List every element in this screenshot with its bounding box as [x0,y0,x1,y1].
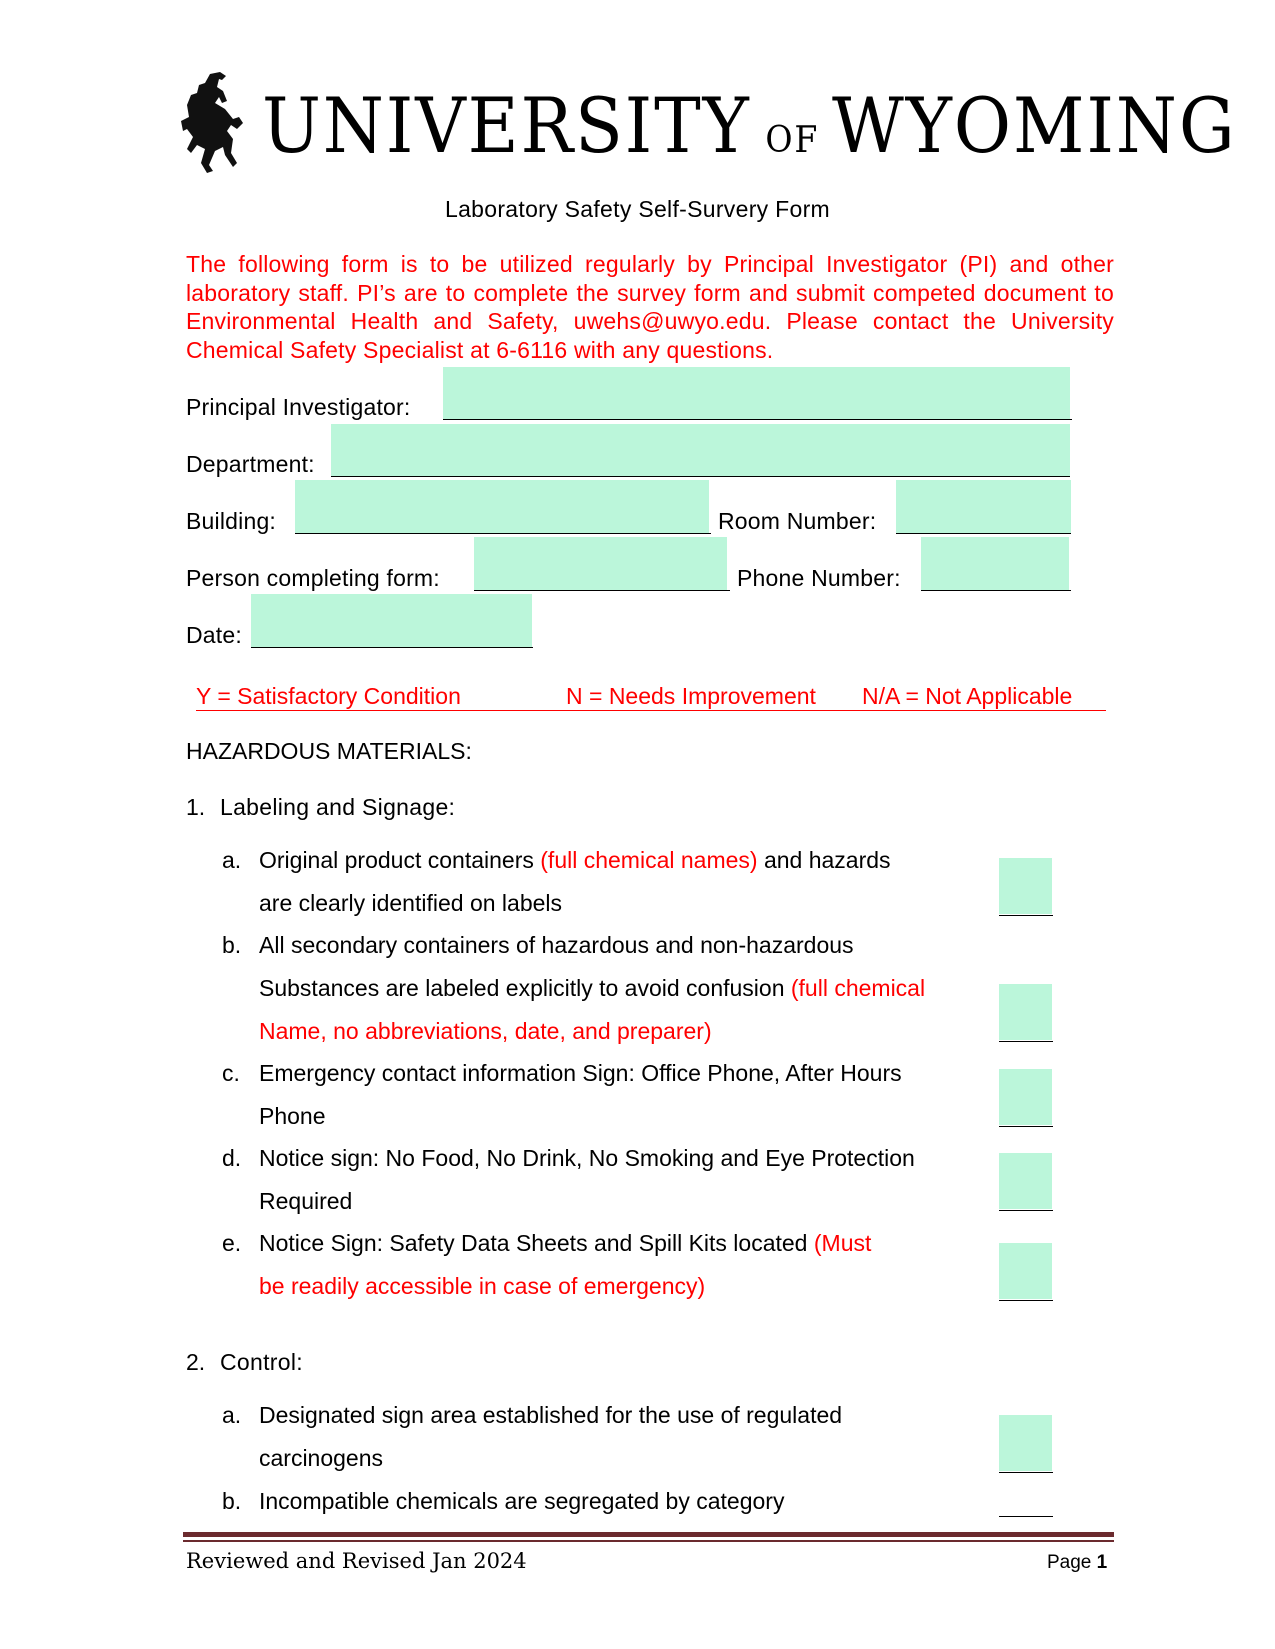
date-label: Date: [186,622,242,648]
item-1b-line1: All secondary containers of hazardous and non-hazardous [259,932,854,958]
phone-field[interactable] [921,537,1069,590]
form-title: Laboratory Safety Self-Survery Form [444,196,831,222]
item-1d-text [259,1137,979,1223]
item-2b-answer-line[interactable] [999,1516,1053,1517]
legend-na: N/A = Not Applicable [862,683,1073,709]
legend-y: Y = Satisfactory Condition [196,683,461,709]
department-underline [331,476,1070,477]
item-2a-answer-box[interactable] [999,1415,1052,1471]
item-1d-line2: Required [259,1188,353,1214]
item-2a-letter: a. [222,1402,242,1428]
item-1a-text [259,839,969,925]
pi-underline [443,419,1072,420]
building-underline [295,533,711,534]
logo-of-text: OF [765,120,820,161]
phone-underline [921,590,1071,591]
department-field[interactable] [331,424,1070,476]
item-1b-answer-line [999,1041,1053,1042]
item-1b-line2-red: (full chemical [790,975,926,1001]
department-label: Department: [186,451,315,477]
room-label: Room Number: [718,508,877,534]
item-1e-letter: e. [222,1230,242,1256]
pi-label: Principal Investigator: [186,394,411,420]
section-2-number: 2. [186,1349,206,1375]
bucking-horse-icon [178,70,248,190]
item-1e-answer-line [999,1300,1053,1301]
footer-rule-thin [183,1540,1114,1542]
item-2a-line1: Designated sign area established for the use of regulated [259,1402,843,1428]
item-1a-answer-box[interactable] [999,858,1052,914]
person-field[interactable] [474,537,727,590]
item-1a-line1b: and hazards [757,847,891,873]
item-1e-answer-box[interactable] [999,1243,1052,1299]
item-1e-line2-red: be readily accessible in case of emergency) [259,1273,706,1299]
item-1d-answer-line [999,1210,1053,1211]
item-1a-answer-line [999,915,1053,916]
room-underline [896,533,1071,534]
item-1e-line1a: Notice Sign: Safety Data Sheets and Spill Kits located [259,1230,814,1256]
item-1b-line3-red: Name, no abbreviations, date, and preparer) [259,1018,712,1044]
hazardous-materials-heading: HAZARDOUS MATERIALS: [186,738,472,764]
building-field[interactable] [295,480,709,533]
item-1d-answer-box[interactable] [999,1153,1052,1209]
person-label: Person completing form: [186,565,440,591]
legend-n: N = Needs Improvement [566,683,816,709]
item-2a-text [259,1394,979,1480]
item-1a-line1a: Original product containers [259,847,541,873]
item-1c-text [259,1052,979,1138]
item-1c-letter: c. [222,1060,240,1086]
item-1a-letter: a. [222,847,242,873]
section-1-number: 1. [186,794,206,820]
university-logo [178,70,1237,192]
item-1b-text [259,924,979,1053]
item-1d-letter: d. [222,1145,242,1171]
instructions-text: The following form is to be utilized regularly by Principal Investigator (PI) and other laboratory staff. PI’s are to complete the survey form and submit competed document to Environmental Health and Safety, uwehs@uwyo.edu. Please contact the University Chemical Safety Specialist at 6-6116 with any questions. [186,251,1114,363]
item-1c-line2: Phone [259,1103,326,1129]
footer-rule [183,1532,1114,1537]
item-1c-answer-line [999,1126,1053,1127]
item-1b-answer-box[interactable] [999,984,1052,1040]
item-1e-line1-red: (Must [813,1230,872,1256]
item-2b-text: Incompatible chemicals are segregated by category [259,1488,785,1514]
item-1a-line2: are clearly identified on labels [259,890,563,916]
footer-revised: Reviewed and Revised Jan 2024 [186,1549,527,1573]
item-1c-line1: Emergency contact information Sign: Office Phone, After Hours [259,1060,902,1086]
item-1e-text [259,1222,979,1308]
room-field[interactable] [896,480,1071,533]
date-field[interactable] [251,594,532,647]
item-1c-answer-box[interactable] [999,1069,1052,1125]
item-1b-letter: b. [222,932,242,958]
rating-legend [196,682,1106,711]
logo-wyoming-text: WYOMING [832,81,1237,170]
item-1d-line1: Notice sign: No Food, No Drink, No Smoking and Eye Protection [259,1145,915,1171]
pi-field[interactable] [443,367,1070,419]
section-1-title: Labeling and Signage: [220,794,456,820]
section-2-title: Control: [220,1349,303,1375]
page-label: Page [1047,1552,1097,1573]
logo-university-text: UNIVERSITY [262,81,751,170]
item-2a-line2: carcinogens [259,1445,384,1471]
page-number: 1 [1096,1552,1108,1573]
date-underline [251,647,533,648]
item-1a-line1-red: (full chemical names) [540,847,758,873]
item-2b-letter: b. [222,1488,242,1514]
item-2a-answer-line [999,1472,1053,1473]
building-label: Building: [186,508,277,534]
footer-page [1047,1552,1107,1574]
phone-label: Phone Number: [737,565,901,591]
item-1b-line2a: Substances are labeled explicitly to avoid confusion [259,975,791,1001]
person-underline [474,590,730,591]
